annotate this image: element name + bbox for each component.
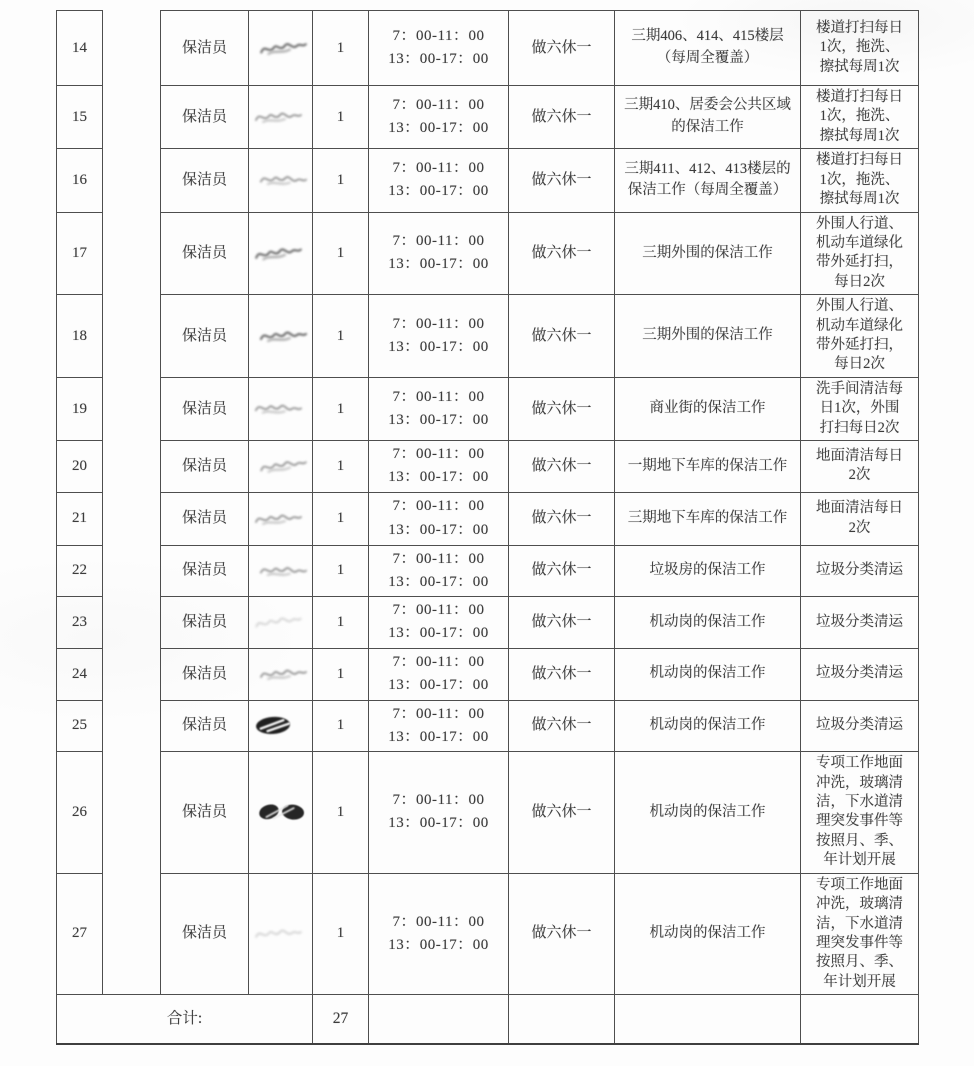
row-number-cell: 15 bbox=[57, 86, 103, 149]
work-hours-cell bbox=[369, 752, 509, 874]
shift-pattern-cell: 做六休一 bbox=[509, 441, 615, 493]
redacted-name-smudge bbox=[250, 610, 305, 636]
work-hours-cell bbox=[369, 873, 509, 995]
shift-pattern-cell: 做六休一 bbox=[509, 873, 615, 995]
row-number-cell: 23 bbox=[57, 597, 103, 649]
work-hours-cell bbox=[369, 149, 509, 212]
work-content-cell: 三期410、居委会公共区域的保洁工作 bbox=[615, 86, 801, 149]
table-row bbox=[57, 873, 919, 995]
row-number-cell: 22 bbox=[57, 545, 103, 597]
afternoon-hours: 13：00-17：00 bbox=[388, 573, 489, 590]
redacted-name-cell bbox=[249, 597, 313, 649]
redacted-name-smudge bbox=[256, 663, 310, 685]
shift-pattern-cell: 做六休一 bbox=[509, 86, 615, 149]
position-cell: 保洁员 bbox=[161, 11, 249, 86]
work-content-cell: 三期406、414、415楼层（每周全覆盖） bbox=[615, 11, 801, 86]
headcount-cell: 1 bbox=[313, 11, 369, 86]
afternoon-hours: 13：00-17：00 bbox=[388, 256, 489, 273]
notes-cell: 楼道打扫每日1次，拖洗、擦拭每周1次 bbox=[801, 86, 919, 149]
afternoon-hours: 13：00-17：00 bbox=[388, 469, 489, 486]
redacted-name-cell bbox=[249, 86, 313, 149]
work-hours-cell bbox=[369, 11, 509, 86]
row-number-cell: 18 bbox=[57, 295, 103, 378]
afternoon-hours: 13：00-17：00 bbox=[388, 183, 489, 200]
position-cell: 保洁员 bbox=[161, 86, 249, 149]
redacted-name-smudge bbox=[251, 923, 305, 945]
empty-cell bbox=[369, 995, 509, 1044]
work-hours-cell bbox=[369, 700, 509, 752]
work-hours-cell bbox=[369, 212, 509, 295]
redacted-name-smudge bbox=[250, 241, 305, 267]
redacted-name-smudge bbox=[251, 106, 305, 128]
work-content-cell: 三期外围的保洁工作 bbox=[615, 212, 801, 295]
morning-hours: 7：00-11：00 bbox=[392, 233, 485, 250]
headcount-cell: 1 bbox=[313, 492, 369, 545]
morning-hours: 7：00-11：00 bbox=[392, 27, 485, 44]
shift-pattern-cell: 做六休一 bbox=[509, 149, 615, 212]
shift-pattern-cell: 做六休一 bbox=[509, 545, 615, 597]
notes-cell: 垃圾分类清运 bbox=[801, 545, 919, 597]
cleaning-staff-schedule-table bbox=[56, 10, 919, 1045]
work-hours-cell bbox=[369, 295, 509, 378]
merged-empty-cell bbox=[103, 11, 161, 995]
work-hours-cell bbox=[369, 597, 509, 649]
position-cell: 保洁员 bbox=[161, 700, 249, 752]
afternoon-hours: 13：00-17：00 bbox=[388, 339, 489, 356]
redacted-name-cell bbox=[249, 648, 313, 700]
row-number-cell: 25 bbox=[57, 700, 103, 752]
notes-cell: 垃圾分类清运 bbox=[801, 648, 919, 700]
redacted-name-cell bbox=[249, 752, 313, 874]
row-number-cell: 14 bbox=[57, 11, 103, 86]
table-row bbox=[57, 700, 919, 752]
morning-hours: 7：00-11：00 bbox=[392, 160, 485, 177]
position-cell: 保洁员 bbox=[161, 492, 249, 545]
work-hours-cell bbox=[369, 648, 509, 700]
position-cell: 保洁员 bbox=[161, 545, 249, 597]
afternoon-hours: 13：00-17：00 bbox=[388, 521, 489, 538]
total-label-cell: 合计: bbox=[57, 995, 313, 1044]
row-number-cell: 20 bbox=[57, 441, 103, 493]
work-hours-cell bbox=[369, 492, 509, 545]
redacted-name-cell bbox=[249, 873, 313, 995]
work-content-cell: 三期外围的保洁工作 bbox=[615, 295, 801, 378]
total-row bbox=[57, 995, 919, 1044]
position-cell: 保洁员 bbox=[161, 441, 249, 493]
work-hours-cell bbox=[369, 545, 509, 597]
afternoon-hours: 13：00-17：00 bbox=[388, 412, 489, 429]
redacted-name-smudge bbox=[255, 558, 310, 584]
afternoon-hours: 13：00-17：00 bbox=[388, 677, 489, 694]
position-cell: 保洁员 bbox=[161, 377, 249, 440]
afternoon-hours: 13：00-17：00 bbox=[388, 815, 489, 832]
table-row bbox=[57, 752, 919, 874]
shift-pattern-cell: 做六休一 bbox=[509, 597, 615, 649]
table-row bbox=[57, 648, 919, 700]
redacted-name-smudge bbox=[255, 168, 310, 194]
row-number-cell: 17 bbox=[57, 212, 103, 295]
headcount-cell: 1 bbox=[313, 377, 369, 440]
notes-cell: 楼道打扫每日1次，拖洗、擦拭每周1次 bbox=[801, 11, 919, 86]
work-content-cell: 商业街的保洁工作 bbox=[615, 377, 801, 440]
notes-cell: 垃圾分类清运 bbox=[801, 597, 919, 649]
headcount-cell: 1 bbox=[313, 295, 369, 378]
notes-cell: 垃圾分类清运 bbox=[801, 700, 919, 752]
redacted-name-smudge bbox=[250, 396, 305, 422]
morning-hours: 7：00-11：00 bbox=[392, 913, 485, 930]
redacted-name-smudge bbox=[255, 453, 310, 479]
work-content-cell: 一期地下车库的保洁工作 bbox=[615, 441, 801, 493]
table-row bbox=[57, 295, 919, 378]
row-number-cell: 21 bbox=[57, 492, 103, 545]
position-cell: 保洁员 bbox=[161, 752, 249, 874]
work-content-cell: 机动岗的保洁工作 bbox=[615, 873, 801, 995]
morning-hours: 7：00-11：00 bbox=[392, 315, 485, 332]
table-row bbox=[57, 11, 919, 86]
work-content-cell: 机动岗的保洁工作 bbox=[615, 648, 801, 700]
work-content-cell: 三期411、412、413楼层的保洁工作（每周全覆盖） bbox=[615, 149, 801, 212]
empty-cell bbox=[509, 995, 615, 1044]
redacted-name-smudge bbox=[250, 713, 305, 739]
work-content-cell: 垃圾房的保洁工作 bbox=[615, 545, 801, 597]
morning-hours: 7：00-11：00 bbox=[392, 705, 485, 722]
work-content-cell: 三期地下车库的保洁工作 bbox=[615, 492, 801, 545]
afternoon-hours: 13：00-17：00 bbox=[388, 936, 489, 953]
redacted-name-smudge bbox=[251, 508, 305, 530]
shift-pattern-cell: 做六休一 bbox=[509, 648, 615, 700]
position-cell: 保洁员 bbox=[161, 648, 249, 700]
table-row bbox=[57, 377, 919, 440]
headcount-cell: 1 bbox=[313, 441, 369, 493]
notes-cell: 地面清洁每日2次 bbox=[801, 492, 919, 545]
shift-pattern-cell: 做六休一 bbox=[509, 212, 615, 295]
redacted-name-cell bbox=[249, 492, 313, 545]
redacted-name-cell bbox=[249, 295, 313, 378]
afternoon-hours: 13：00-17：00 bbox=[388, 728, 489, 745]
work-content-cell: 机动岗的保洁工作 bbox=[615, 752, 801, 874]
shift-pattern-cell: 做六休一 bbox=[509, 492, 615, 545]
redacted-name-smudge bbox=[255, 799, 310, 825]
work-hours-cell bbox=[369, 86, 509, 149]
notes-cell: 楼道打扫每日1次，拖洗、擦拭每周1次 bbox=[801, 149, 919, 212]
table-row bbox=[57, 212, 919, 295]
row-number-cell: 16 bbox=[57, 149, 103, 212]
morning-hours: 7：00-11：00 bbox=[392, 550, 485, 567]
headcount-cell: 1 bbox=[313, 212, 369, 295]
morning-hours: 7：00-11：00 bbox=[392, 498, 485, 515]
position-cell: 保洁员 bbox=[161, 149, 249, 212]
redacted-name-smudge bbox=[256, 325, 310, 347]
shift-pattern-cell: 做六休一 bbox=[509, 752, 615, 874]
position-cell: 保洁员 bbox=[161, 873, 249, 995]
redacted-name-cell bbox=[249, 545, 313, 597]
afternoon-hours: 13：00-17：00 bbox=[388, 51, 489, 67]
morning-hours: 7：00-11：00 bbox=[392, 96, 485, 113]
redacted-name-smudge bbox=[255, 35, 310, 61]
table-row bbox=[57, 149, 919, 212]
headcount-cell: 1 bbox=[313, 149, 369, 212]
position-cell: 保洁员 bbox=[161, 295, 249, 378]
headcount-cell: 1 bbox=[313, 597, 369, 649]
notes-cell: 专项工作地面冲洗，玻璃清洁，下水道清理突发事件等按照月、季、年计划开展 bbox=[801, 752, 919, 874]
work-content-cell: 机动岗的保洁工作 bbox=[615, 700, 801, 752]
shift-pattern-cell: 做六休一 bbox=[509, 295, 615, 378]
notes-cell: 专项工作地面冲洗，玻璃清洁，下水道清理突发事件等按照月、季、年计划开展 bbox=[801, 873, 919, 995]
morning-hours: 7：00-11：00 bbox=[392, 653, 485, 670]
notes-cell: 外围人行道、机动车道绿化带外延打扫，每日2次 bbox=[801, 295, 919, 378]
shift-pattern-cell: 做六休一 bbox=[509, 700, 615, 752]
shift-pattern-cell: 做六休一 bbox=[509, 377, 615, 440]
afternoon-hours: 13：00-17：00 bbox=[388, 625, 489, 642]
shift-pattern-cell: 做六休一 bbox=[509, 11, 615, 86]
morning-hours: 7：00-11：00 bbox=[392, 792, 485, 809]
morning-hours: 7：00-11：00 bbox=[392, 446, 485, 463]
afternoon-hours: 13：00-17：00 bbox=[388, 120, 489, 137]
notes-cell: 洗手间清洁每日1次，外围打扫每日2次 bbox=[801, 377, 919, 440]
empty-cell bbox=[801, 995, 919, 1044]
notes-cell: 外围人行道、机动车道绿化带外延打扫，每日2次 bbox=[801, 212, 919, 295]
row-number-cell: 19 bbox=[57, 377, 103, 440]
redacted-name-cell bbox=[249, 377, 313, 440]
table-row bbox=[57, 441, 919, 493]
total-count-cell: 27 bbox=[313, 995, 369, 1044]
work-hours-cell bbox=[369, 441, 509, 493]
table-row bbox=[57, 545, 919, 597]
table-row bbox=[57, 492, 919, 545]
row-number-cell: 26 bbox=[57, 752, 103, 874]
table-row bbox=[57, 86, 919, 149]
table-row bbox=[57, 597, 919, 649]
morning-hours: 7：00-11：00 bbox=[392, 602, 485, 619]
redacted-name-cell bbox=[249, 700, 313, 752]
headcount-cell: 1 bbox=[313, 648, 369, 700]
empty-cell bbox=[615, 995, 801, 1044]
morning-hours: 7：00-11：00 bbox=[392, 388, 485, 405]
headcount-cell: 1 bbox=[313, 700, 369, 752]
redacted-name-cell bbox=[249, 149, 313, 212]
row-number-cell: 27 bbox=[57, 873, 103, 995]
row-number-cell: 24 bbox=[57, 648, 103, 700]
headcount-cell: 1 bbox=[313, 873, 369, 995]
headcount-cell: 1 bbox=[313, 545, 369, 597]
headcount-cell: 1 bbox=[313, 86, 369, 149]
work-content-cell: 机动岗的保洁工作 bbox=[615, 597, 801, 649]
redacted-name-cell bbox=[249, 11, 313, 86]
position-cell: 保洁员 bbox=[161, 597, 249, 649]
headcount-cell: 1 bbox=[313, 752, 369, 874]
redacted-name-cell bbox=[249, 212, 313, 295]
work-hours-cell bbox=[369, 377, 509, 440]
notes-cell: 地面清洁每日2次 bbox=[801, 441, 919, 493]
redacted-name-cell bbox=[249, 441, 313, 493]
position-cell: 保洁员 bbox=[161, 212, 249, 295]
